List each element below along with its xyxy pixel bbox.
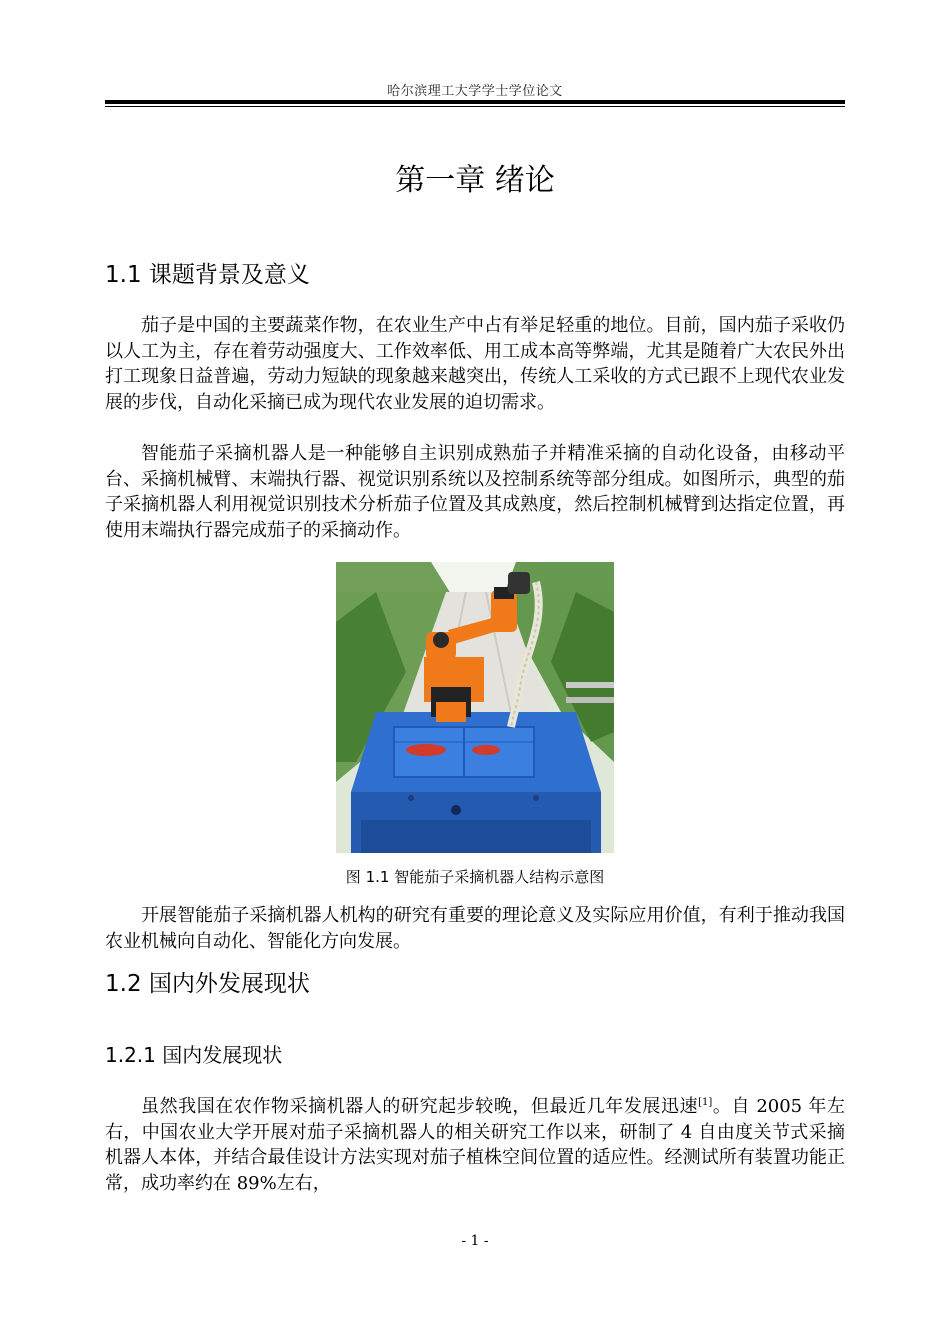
paragraph-domestic-status-part1: 虽然我国在农作物采摘机器人的研究起步较晚，但最近几年发展迅速 bbox=[141, 1096, 699, 1117]
section-heading-1-1: 1.1 课题背景及意义 bbox=[105, 262, 310, 288]
chapter-title: 第一章 绪论 bbox=[395, 163, 555, 198]
paragraph-significance: 开展智能茄子采摘机器人机构的研究有重要的理论意义及实际应用价值，有利于推动我国农业机械向自动化、智能化方向发展。 bbox=[105, 905, 845, 952]
subsection-heading-1-2-1: 1.2.1 国内发展现状 bbox=[105, 1043, 283, 1067]
paragraph-domestic-status bbox=[105, 1094, 845, 1196]
paragraph-domestic-status-part2: 。自 2005 年左右，中国农业大学开展对茄子采摘机器人的相关研究工作以来，研制了 4 自由度关节式采摘机器人本体，并结合最佳设计方法实现对茄子植株空间位置的适应性。经测试所有装置功能正常，成功率约在 89%左右， bbox=[105, 1096, 845, 1194]
robot-photo-figure bbox=[336, 562, 614, 853]
robot-photo-illustration bbox=[336, 562, 614, 853]
figure-caption: 图 1.1 智能茄子采摘机器人结构示意图 bbox=[345, 868, 605, 886]
paragraph-robot-description: 智能茄子采摘机器人是一种能够自主识别成熟茄子并精准采摘的自动化设备，由移动平台、采摘机械臂、末端执行器、视觉识别系统以及控制系统等部分组成。如图所示，典型的茄子采摘机器人利用视觉识别技术分析茄子位置及其成熟度，然后控制机械臂到达指定位置，再使用末端执行器完成茄子的采摘动作。 bbox=[105, 443, 845, 541]
page-number: - 1 - bbox=[461, 1233, 489, 1249]
running-header: 哈尔滨理工大学学士学位论文 bbox=[387, 84, 563, 99]
citation-marker: [1] bbox=[698, 1097, 713, 1108]
paragraph-background: 茄子是中国的主要蔬菜作物，在农业生产中占有举足轻重的地位。目前，国内茄子采收仍以人工为主，存在着劳动强度大、工作效率低、用工成本高等弊端，尤其是随着广大农民外出打工现象日益普遍，劳动力短缺的现象越来越突出，传统人工采收的方式已跟不上现代农业发展的步伐，自动化采摘已成为现代农业发展的迫切需求。 bbox=[105, 315, 845, 413]
header-rule-thin bbox=[105, 106, 845, 107]
header-rule-thick bbox=[105, 100, 845, 104]
section-heading-1-2: 1.2 国内外发展现状 bbox=[105, 971, 310, 997]
